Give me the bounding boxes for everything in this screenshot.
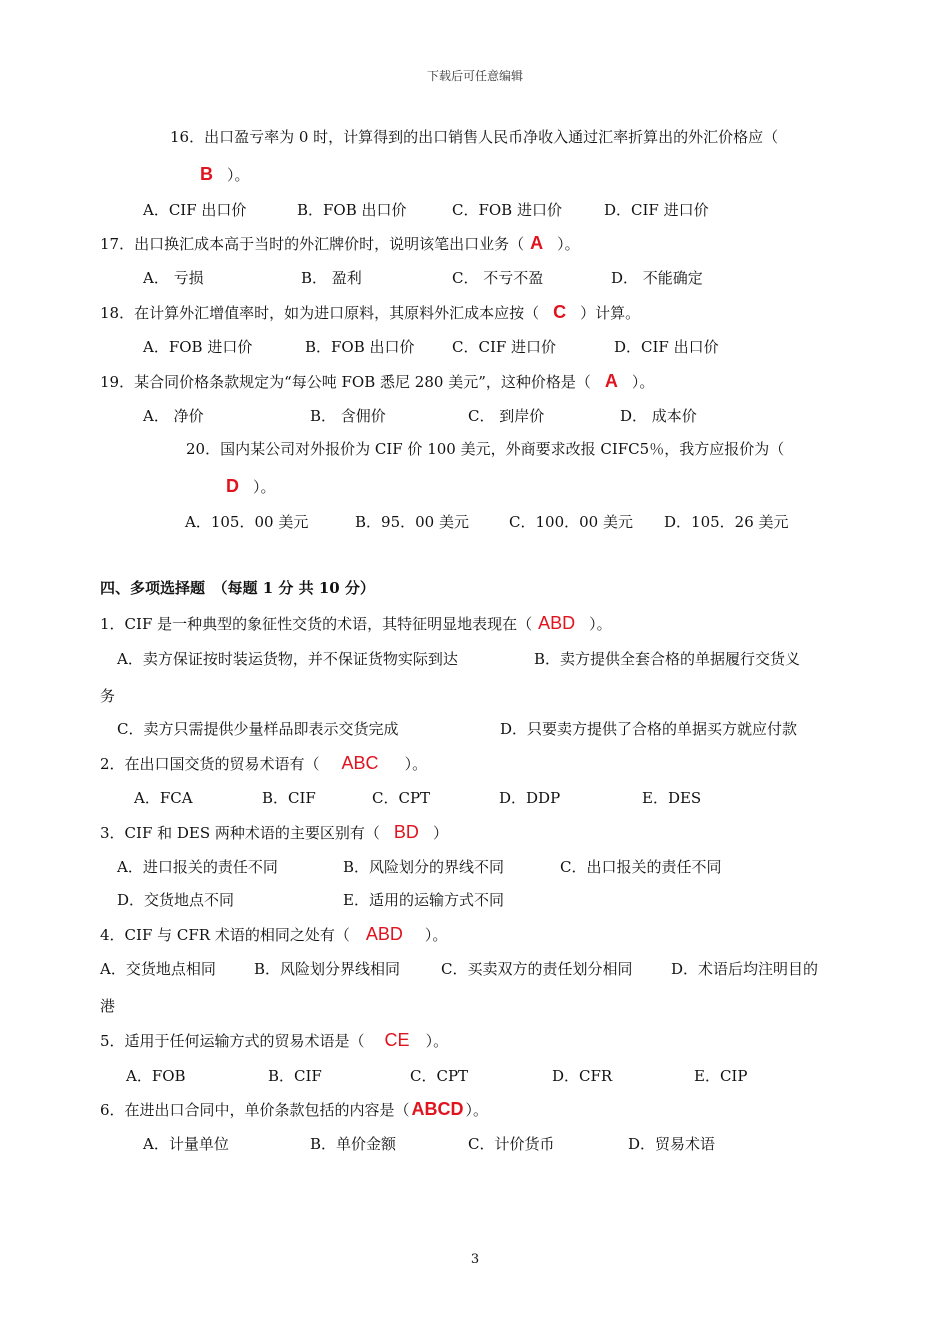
manswer-5: CE [384, 1030, 410, 1050]
question-17-text [100, 233, 580, 254]
question-16-text: 16．出口盈亏率为 0 时，计算得到的出口销售人民币净收入通过汇率折算出的外汇价格应（ [170, 128, 779, 146]
page-number: 3 [470, 1252, 480, 1267]
question-18-stem: 18．在计算外汇增值率时，如为进口原料，其原料外汇成本应按（ [100, 304, 540, 322]
moption-2-a: A．FCA [134, 789, 193, 807]
mquestion-2-stem: 2．在出口国交货的贸易术语有（ [100, 755, 320, 773]
mquestion-1-tail: ）。 [589, 615, 612, 633]
mquestion-1-stem: 1．CIF 是一种典型的象征性交货的术语，其特征明显地表现在（ [100, 615, 533, 633]
mquestion-2-tail: ）。 [404, 755, 428, 773]
question-19-tail: ）。 [631, 373, 655, 391]
mquestion-6-tail: ）。 [465, 1101, 489, 1119]
page-header: 下载后可任意编辑 [426, 69, 523, 83]
option-20-d: D．105．26 美元 [664, 513, 789, 531]
question-17-tail: ）。 [557, 235, 580, 253]
option-19-c: C． 到岸价 [468, 407, 545, 425]
moption-3-b: B．风险划分的界线不同 [343, 858, 505, 876]
answer-18: C [553, 302, 567, 322]
question-18-text [100, 302, 640, 323]
mquestion-6-stem: 6．在进出口合同中，单价条款包括的内容是（ [100, 1101, 410, 1119]
manswer-6: ABCD [411, 1099, 464, 1119]
mquestion-3-tail: ） [432, 824, 448, 842]
moption-2-c: C．CPT [372, 789, 431, 807]
option-20-b: B．95．00 美元 [355, 513, 469, 531]
moption-5-d: D．CFR [552, 1067, 613, 1085]
question-18-tail: ）计算。 [580, 304, 641, 322]
mquestion-6-text [100, 1099, 488, 1120]
moption-2-e: E．DES [642, 789, 702, 807]
moption-6-b: B．单价金额 [310, 1135, 397, 1153]
moption-6-c: C．计价货币 [468, 1135, 555, 1153]
moption-1-b: B．卖方提供全套合格的单据履行交货义 [534, 650, 801, 668]
moption-3-a: A．进口报关的责任不同 [117, 858, 278, 876]
manswer-3: BD [393, 822, 419, 842]
mquestion-4-tail: ）。 [424, 926, 448, 944]
moption-4-d: D．术语后均注明目的 [671, 960, 819, 978]
answer-20: D [226, 476, 239, 496]
manswer-1: ABD [538, 613, 576, 633]
moption-3-e: E．适用的运输方式不同 [343, 891, 504, 909]
moption-5-e: E．CIP [694, 1067, 748, 1085]
question-20-text: 20．国内某公司对外报价为 CIF 价 100 美元，外商要求改报 CIFC5％，我方应报价为（ [186, 440, 785, 458]
question-17-stem: 17．出口换汇成本高于当时的外汇牌价时，说明该笔出口业务（ [100, 235, 525, 253]
moption-3-d: D．交货地点不同 [117, 891, 235, 909]
answer-16: B [200, 164, 213, 184]
answer-19: A [604, 371, 618, 391]
mquestion-1-text [100, 613, 612, 634]
option-19-a: A． 净价 [143, 407, 204, 425]
moption-4-c: C．买卖双方的责任划分相同 [441, 960, 633, 978]
mquestion-2-text [100, 753, 427, 774]
mquestion-3-stem: 3．CIF 和 DES 两种术语的主要区别有（ [100, 824, 380, 842]
moption-1-a: A．卖方保证按时装运货物，并不保证货物实际到达 [117, 650, 458, 668]
moption-5-a: A．FOB [126, 1067, 186, 1085]
option-20-a: A．105．00 美元 [185, 513, 309, 531]
moption-3-c: C．出口报关的责任不同 [560, 858, 722, 876]
moption-5-b: B．CIF [268, 1067, 322, 1085]
option-18-b: B．FOB 出口价 [305, 338, 415, 356]
manswer-4: ABD [365, 924, 403, 944]
answer-17: A [530, 233, 544, 253]
mquestion-5-stem: 5．适用于任何运输方式的贸易术语是（ [100, 1032, 365, 1050]
question-16-tail: ）。 [227, 166, 250, 184]
moption-6-a: A．计量单位 [143, 1135, 229, 1153]
option-18-d: D．CIF 出口价 [614, 338, 719, 356]
manswer-2: ABC [341, 753, 379, 773]
option-17-c: C． 不亏不盈 [452, 269, 544, 287]
moption-1-c: C．卖方只需提供少量样品即表示交货完成 [117, 720, 399, 738]
option-19-d: D． 成本价 [620, 407, 697, 425]
option-17-b: B． 盈利 [301, 269, 362, 287]
option-18-a: A．FOB 进口价 [143, 338, 253, 356]
mquestion-5-tail: ）。 [425, 1032, 449, 1050]
option-17-a: A． 亏损 [143, 269, 204, 287]
option-20-c: C．100．00 美元 [509, 513, 633, 531]
question-19-stem: 19．某合同价格条款规定为“每公吨 FOB 悉尼 280 美元”，这种价格是（ [100, 373, 591, 391]
question-20-answer-line [226, 476, 276, 497]
option-16-b: B．FOB 出口价 [297, 201, 407, 219]
mquestion-4-stem: 4．CIF 与 CFR 术语的相同之处有（ [100, 926, 350, 944]
section-title: 四、多项选择题 （每题 1 分 共 10 分） [100, 579, 375, 597]
mquestion-3-text [100, 822, 448, 843]
option-16-c: C．FOB 进口价 [452, 201, 562, 219]
option-17-d: D． 不能确定 [611, 269, 703, 287]
mquestion-4-text [100, 924, 447, 945]
question-20-tail: ）。 [253, 478, 276, 496]
moption-4-a: A．交货地点相同 [100, 960, 216, 978]
moption-5-c: C．CPT [410, 1067, 469, 1085]
option-16-a: A．CIF 出口价 [143, 201, 247, 219]
question-16-answer-line [200, 164, 250, 185]
moption-4-b: B．风险划分界线相同 [254, 960, 401, 978]
moption-1-b-wrap: 务 [100, 687, 116, 705]
mquestion-5-text [100, 1030, 448, 1051]
option-19-b: B． 含佣价 [310, 407, 386, 425]
moption-1-d: D．只要卖方提供了合格的单据买方就应付款 [500, 720, 798, 738]
moption-4-d-wrap: 港 [100, 997, 116, 1015]
option-16-d: D．CIF 进口价 [604, 201, 709, 219]
option-18-c: C．CIF 进口价 [452, 338, 557, 356]
moption-2-b: B．CIF [262, 789, 316, 807]
moption-6-d: D．贸易术语 [628, 1135, 716, 1153]
moption-2-d: D．DDP [499, 789, 561, 807]
question-19-text [100, 371, 654, 392]
